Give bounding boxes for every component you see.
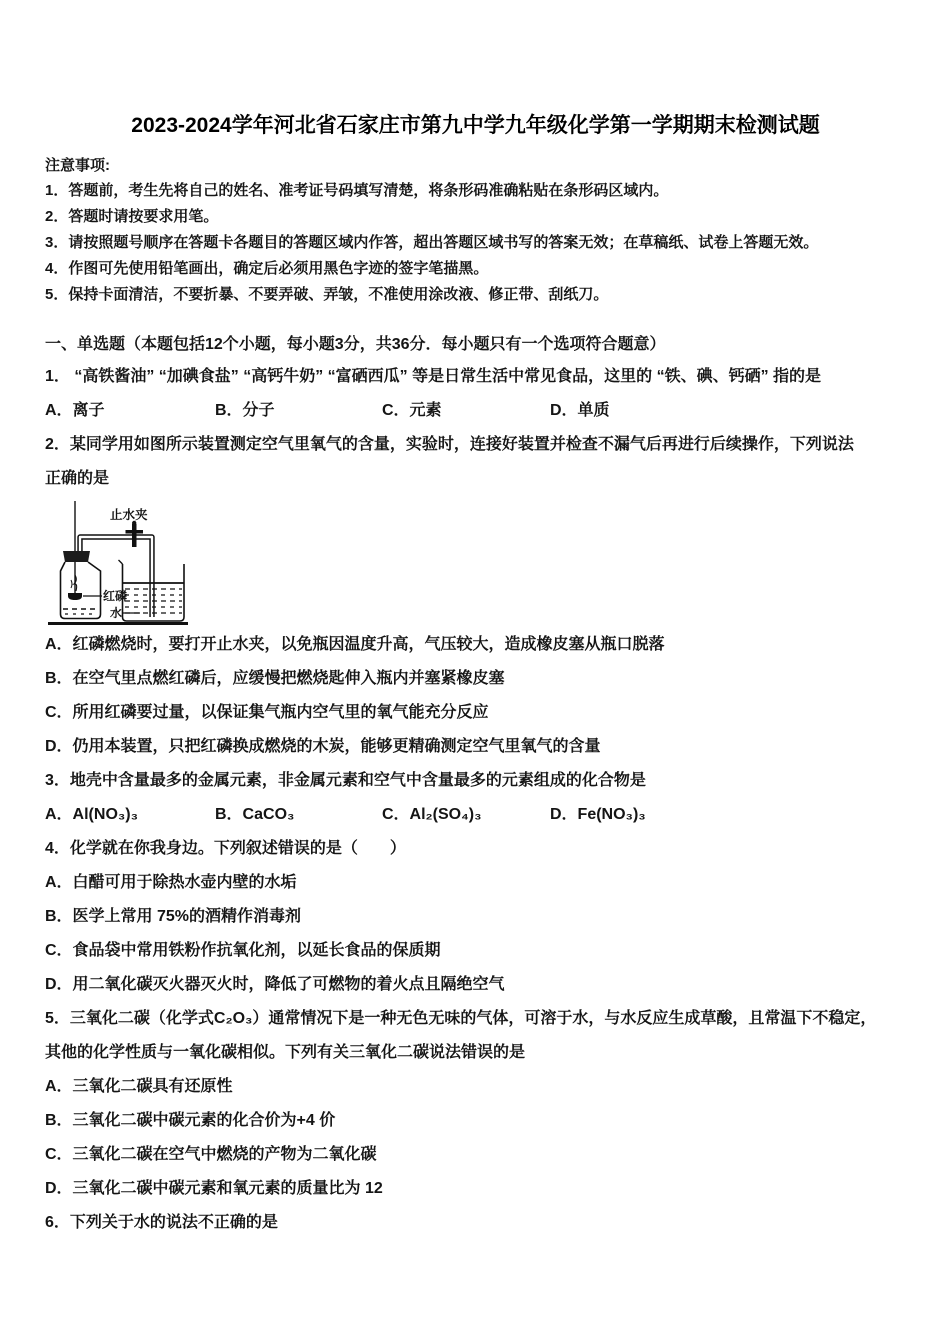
question-4-option-b: B．医学上常用 75%的酒精作消毒剂 [45, 908, 302, 925]
question-2-option-c: C．所用红磷要过量，以保证集气瓶内空气里的氧气能充分反应 [45, 704, 489, 721]
question-3-options [45, 798, 906, 832]
question-4-option-a: A．白醋可用于除热水壶内壁的水垢 [45, 874, 297, 891]
notice-item-5: 5．保持卡面清洁，不要折暴、不要弄破、弄皱，不准使用涂改液、修正带、刮纸刀。 [45, 286, 609, 303]
question-2-option-b: B．在空气里点燃红磷后，应缓慢把燃烧匙伸入瓶内并塞紧橡皮塞 [45, 670, 505, 687]
combustion-spoon [68, 593, 82, 600]
question-3-stem: 3．地壳中含量最多的金属元素，非金属元素和空气中含量最多的元素组成的化合物是 [45, 772, 646, 789]
gas-bottle [61, 562, 101, 619]
flame-squiggle-2 [71, 580, 72, 588]
pinch-clamp-bar [126, 530, 144, 534]
question-5-stem-line1: 5．三氧化二碳（化学式C₂O₃）通常情况下是一种无色无味的气体，可溶于水，与水反应生成草酸，且常温下不稳定， [45, 1010, 877, 1027]
connecting-tube-inner [80, 537, 152, 617]
beaker-spout [119, 560, 123, 564]
question-2-option-a: A．红磷燃烧时，要打开止水夹，以免瓶因温度升高，气压较大，造成橡皮塞从瓶口脱落 [45, 636, 665, 653]
notice-item-4: 4．作图可先使用铅笔画出，确定后必须用黑色字迹的签字笔描黑。 [45, 260, 489, 277]
question-1-stem: 1． “高铁酱油” “加碘食盐” “高钙牛奶” “富硒西瓜” 等是日常生活中常见食品，这里的 “铁、碘、钙硒” 指的是 [45, 368, 822, 385]
notice-heading: 注意事项: [45, 157, 110, 174]
question-1-option-d: D．单质 [550, 402, 610, 419]
question-5-option-d: D．三氧化二碳中碳元素和氧元素的质量比为 12 [45, 1180, 383, 1197]
question-5-option-a: A．三氧化二碳具有还原性 [45, 1078, 233, 1095]
oxygen-measurement-apparatus-figure [48, 500, 188, 626]
question-5-option-b: B．三氧化二碳中碳元素的化合价为+4 价 [45, 1112, 336, 1129]
connecting-tube-outer [80, 537, 152, 617]
notice-item-2: 2．答题时请按要求用笔。 [45, 208, 219, 225]
question-6 [45, 1206, 906, 1240]
question-3-option-c: C．Al₂(SO₄)₃ [382, 806, 482, 823]
section-one-heading: 一、单选题（本题包括12个小题，每小题3分，共36分．每小题只有一个选项符合题意） [45, 336, 666, 353]
question-2-stem-line2: 正确的是 [45, 470, 110, 487]
question-4-stem: 4．化学就在你我身边。下列叙述错误的是（ ） [45, 840, 406, 857]
question-4-option-c: C．食品袋中常用铁粉作抗氧化剂，以延长食品的保质期 [45, 942, 441, 959]
question-2-apparatus-diagram [48, 500, 906, 626]
question-3-option-a: A．Al(NO₃)₃ [45, 806, 139, 823]
question-2-option-d: D．仍用本装置，只把红磷换成燃烧的木炭，能够更精确测定空气里氧气的含量 [45, 738, 601, 755]
page-title: 2023-2024学年河北省石家庄市第九中学九年级化学第一学期期末检测试题 [131, 114, 820, 137]
red-phosphorus-label: 红磷 [103, 589, 128, 603]
question-5-stem-line2: 其他的化学性质与一氧化碳相似。下列有关三氧化二碳说法错误的是 [45, 1044, 526, 1061]
notice-item-3: 3．请按照题号顺序在答题卡各题目的答题区域内作答，超出答题区域书写的答案无效；在草稿纸、试卷上答题无效。 [45, 234, 819, 251]
question-5-option-c: C．三氧化二碳在空气中燃烧的产物为二氧化碳 [45, 1146, 377, 1163]
question-3-option-b: B．CaCO₃ [215, 806, 295, 823]
notice-item-1: 1．答题前，考生先将自己的姓名、准考证号码填写清楚，将条形码准确粘贴在条形码区域内。 [45, 182, 669, 199]
question-1-option-a: A．离子 [45, 402, 105, 419]
question-4 [45, 832, 906, 1002]
pinch-clamp-icon [132, 524, 137, 547]
rubber-stopper [63, 551, 90, 562]
water-label: 水 [110, 606, 123, 620]
question-2 [45, 428, 906, 764]
question-3 [45, 764, 906, 832]
question-1-option-c: C．元素 [382, 402, 442, 419]
question-1 [45, 360, 906, 428]
question-3-option-d: D．Fe(NO₃)₃ [550, 806, 646, 823]
clamp-label: 止水夹 [110, 508, 148, 522]
table-baseline [48, 622, 188, 625]
question-5 [45, 1002, 906, 1206]
question-1-option-b: B．分子 [215, 402, 275, 419]
question-2-stem-line1: 2．某同学用如图所示装置测定空气里氧气的含量，实验时，连接好装置并检查不漏气后再进行后续操作，下列说法 [45, 436, 854, 453]
question-6-stem: 6．下列关于水的说法不正确的是 [45, 1214, 278, 1231]
question-4-option-d: D．用二氧化碳灭火器灭火时，降低了可燃物的着火点且隔绝空气 [45, 976, 505, 993]
question-1-options [45, 394, 906, 428]
notice-section [45, 154, 906, 308]
